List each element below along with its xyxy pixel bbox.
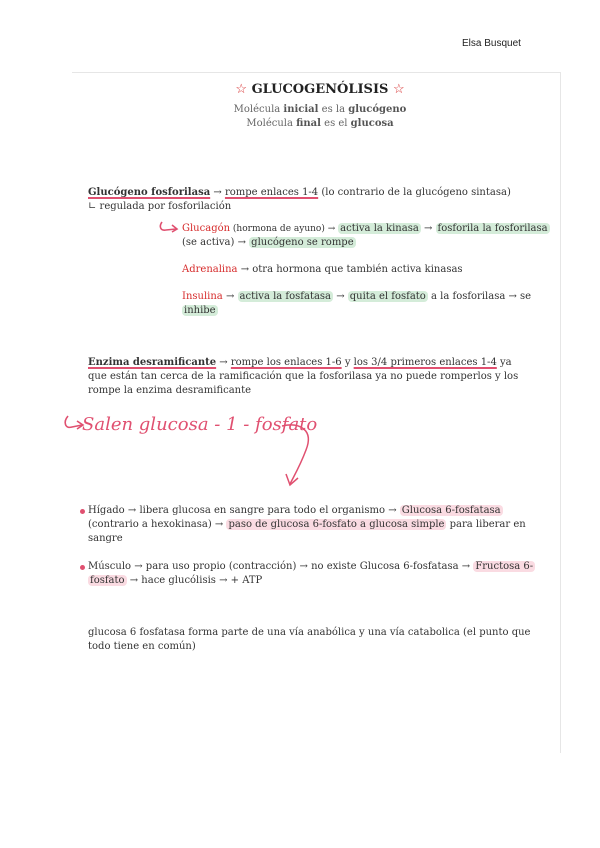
musculo-line-2: fosfato → hace glucólisis → + ATP [90,575,263,586]
musculo-line: Músculo → para uso propio (contracción) → no existe Glucosa 6-fosfatasa → Fructosa 6- [88,561,534,572]
insulina-line-2: inhibe [184,305,216,316]
down-arrow-icon [280,420,320,490]
author-name: Elsa Busquet [462,38,521,49]
subtitle-final: Molécula final es el glucosa [246,118,394,129]
bullet-icon [80,565,85,570]
desramificante-line: Enzima desramificante → rompe los enlaces 1-6 y los 3/4 primeros enlaces 1-4 ya [88,357,512,368]
page-title [0,82,600,97]
higado-line: Hígado → libera glucosa en sangre para todo el organismo → Glucosa 6-fosfatasa [88,505,501,516]
bullet-icon [80,509,85,514]
insulina-line: Insulina → activa la fosfatasa → quita el fosfato a la fosforilasa → se [182,291,532,302]
fosforilasa-line: Glucógeno fosforilasa → rompe enlaces 1-4 (lo contrario de la glucógeno sintasa) [88,187,511,198]
curved-arrow-icon [62,414,84,432]
footer-note-line-2: todo tiene en común) [88,641,196,652]
footer-note-line-1: glucosa 6 fosfatasa forma parte de una vía anabólica y una vía catabolica (el punto que [88,627,531,638]
glucagon-line-2: (se activa) → glucógeno se rompe [182,237,354,248]
adrenalina-line: Adrenalina → otra hormona que también activa kinasas [182,264,463,275]
star-icon: ☆ [392,82,405,97]
regulada-line: ∟ regulada por fosforilación [88,201,232,212]
desramificante-line-2: que están tan cerca de la ramificación que la fosforilasa ya no puede romperlos y los [88,371,519,382]
curved-arrow-icon [158,220,180,234]
higado-line-2: (contrario a hexokinasa) → paso de glucosa 6-fosfato a glucosa simple para liberar en [88,519,526,530]
star-icon: ☆ [235,82,248,97]
desramificante-line-3: rompe la enzima desramificante [88,385,252,396]
handwritten-note: Salen glucosa - 1 - fosfato [82,414,318,435]
subtitle-inicial: Molécula inicial es la glucógeno [233,104,407,115]
glucagon-line: Glucagón (hormona de ayuno) → activa la kinasa → fosforila la fosforilasa [182,223,548,234]
higado-line-3: sangre [88,533,123,544]
title-text: GLUCOGENÓLISIS [251,82,389,97]
